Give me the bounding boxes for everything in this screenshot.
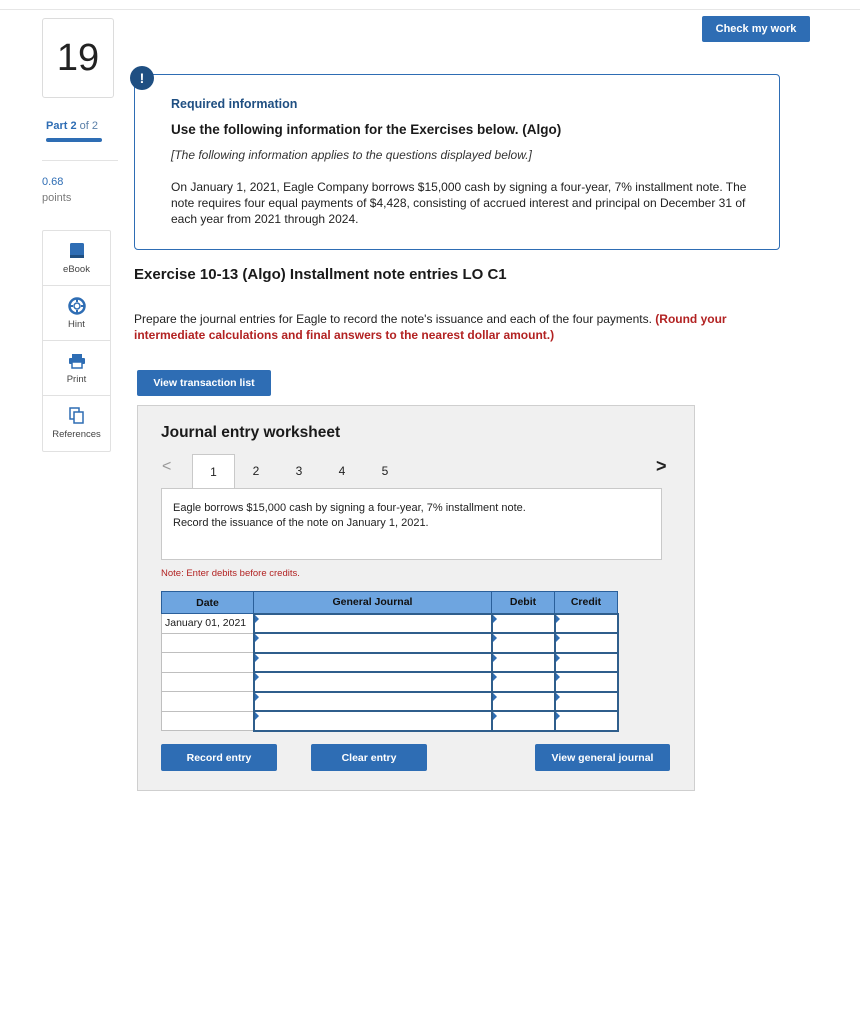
part-of: of 2 bbox=[79, 120, 99, 132]
hint-icon bbox=[68, 297, 86, 315]
tab-4[interactable]: 4 bbox=[338, 464, 346, 478]
table-row bbox=[162, 633, 618, 653]
debit-cell[interactable] bbox=[492, 614, 555, 634]
debit-cell[interactable] bbox=[492, 711, 555, 731]
top-divider bbox=[0, 9, 860, 10]
tab-1[interactable]: 1 bbox=[192, 454, 235, 488]
table-row bbox=[162, 672, 618, 692]
date-cell[interactable] bbox=[162, 711, 254, 731]
table-row bbox=[162, 653, 618, 673]
worksheet-title: Journal entry worksheet bbox=[161, 424, 341, 441]
credit-cell[interactable] bbox=[555, 653, 618, 673]
required-info-note: [The following information applies to the questions displayed below.] bbox=[171, 148, 532, 162]
required-info-box bbox=[134, 74, 780, 250]
view-transaction-list-button[interactable]: View transaction list bbox=[137, 370, 271, 396]
table-row bbox=[162, 614, 618, 634]
references-icon bbox=[68, 407, 86, 425]
table-row bbox=[162, 711, 618, 731]
journal-account-cell[interactable] bbox=[254, 711, 492, 731]
points-label: points bbox=[42, 192, 72, 204]
print-icon bbox=[68, 352, 86, 370]
column-header-credit: Credit bbox=[555, 592, 618, 614]
debit-cell[interactable] bbox=[492, 672, 555, 692]
required-info-body: On January 1, 2021, Eagle Company borrows $15,000 cash by signing a four-year, 7% installment note. The note requires four equal payments of $4,428, consisting of accrued interest and principal on December 31 of each year from 2021 through 2024. bbox=[171, 180, 747, 226]
tab-3[interactable]: 3 bbox=[295, 464, 303, 478]
exercise-title: Exercise 10-13 (Algo) Installment note entries LO C1 bbox=[134, 266, 507, 283]
credit-cell[interactable] bbox=[555, 614, 618, 634]
tools-panel bbox=[42, 230, 111, 452]
instruction-text: Prepare the journal entries for Eagle to record the note's issuance and each of the four payments. bbox=[134, 312, 656, 326]
tool-references[interactable] bbox=[43, 396, 110, 451]
date-cell[interactable] bbox=[162, 672, 254, 692]
tab-5[interactable]: 5 bbox=[381, 464, 389, 478]
journal-account-cell[interactable] bbox=[254, 653, 492, 673]
date-cell[interactable] bbox=[162, 633, 254, 653]
points-value: 0.68 bbox=[42, 176, 64, 188]
debit-cell[interactable] bbox=[492, 692, 555, 712]
journal-account-cell[interactable] bbox=[254, 672, 492, 692]
journal-account-cell[interactable] bbox=[254, 692, 492, 712]
prev-arrow-icon[interactable]: < bbox=[162, 458, 172, 475]
date-cell[interactable] bbox=[162, 653, 254, 673]
journal-account-cell[interactable] bbox=[254, 633, 492, 653]
next-arrow-icon[interactable]: > bbox=[656, 456, 667, 476]
rail-divider bbox=[42, 160, 118, 161]
journal-account-cell[interactable] bbox=[254, 614, 492, 634]
required-info-heading: Use the following information for the Exercises below. (Algo) bbox=[171, 122, 562, 137]
tool-print-label: Print bbox=[66, 373, 87, 385]
date-cell[interactable] bbox=[162, 692, 254, 712]
tool-hint-label: Hint bbox=[68, 318, 85, 330]
description-line-2: Record the issuance of the note on January 1, 2021. bbox=[173, 517, 429, 529]
exercise-instructions bbox=[134, 311, 794, 343]
column-header-general-journal: General Journal bbox=[254, 592, 492, 614]
clear-entry-button[interactable]: Clear entry bbox=[311, 744, 427, 771]
tool-ebook-label: eBook bbox=[63, 263, 90, 275]
journal-table bbox=[161, 591, 619, 732]
column-header-debit: Debit bbox=[492, 592, 555, 614]
journal-entry-worksheet bbox=[137, 405, 695, 791]
tab-2[interactable]: 2 bbox=[252, 464, 260, 478]
question-number-box bbox=[42, 18, 114, 98]
tool-print[interactable] bbox=[43, 341, 110, 396]
question-number: 19 bbox=[56, 36, 100, 79]
credit-cell[interactable] bbox=[555, 633, 618, 653]
check-my-work-button[interactable]: Check my work bbox=[702, 16, 810, 42]
debit-cell[interactable] bbox=[492, 653, 555, 673]
description-line-1: Eagle borrows $15,000 cash by signing a four-year, 7% installment note. bbox=[173, 502, 526, 514]
points-display bbox=[42, 174, 71, 206]
tool-ebook[interactable] bbox=[43, 231, 110, 286]
part-current: 2 bbox=[70, 120, 77, 132]
transaction-description bbox=[161, 488, 662, 560]
instruction-rounding: (Round your intermediate calculations and final answers to the nearest dollar amount.) bbox=[134, 312, 727, 342]
alert-icon: ! bbox=[130, 66, 154, 90]
credit-cell[interactable] bbox=[555, 692, 618, 712]
credit-cell[interactable] bbox=[555, 711, 618, 731]
table-row bbox=[162, 692, 618, 712]
part-indicator bbox=[46, 120, 98, 132]
credit-cell[interactable] bbox=[555, 672, 618, 692]
record-entry-button[interactable]: Record entry bbox=[161, 744, 277, 771]
tool-hint[interactable] bbox=[43, 286, 110, 341]
tool-references-label: References bbox=[52, 429, 101, 440]
column-header-date: Date bbox=[162, 592, 254, 614]
debit-cell[interactable] bbox=[492, 633, 555, 653]
part-progress-bar bbox=[46, 138, 102, 142]
required-info-title: Required information bbox=[171, 97, 298, 111]
date-cell[interactable]: January 01, 2021 bbox=[162, 614, 254, 634]
view-general-journal-button[interactable]: View general journal bbox=[535, 744, 670, 771]
part-prefix: Part bbox=[46, 120, 68, 132]
ebook-icon bbox=[68, 242, 86, 260]
debit-credit-note: Note: Enter debits before credits. bbox=[161, 568, 300, 579]
